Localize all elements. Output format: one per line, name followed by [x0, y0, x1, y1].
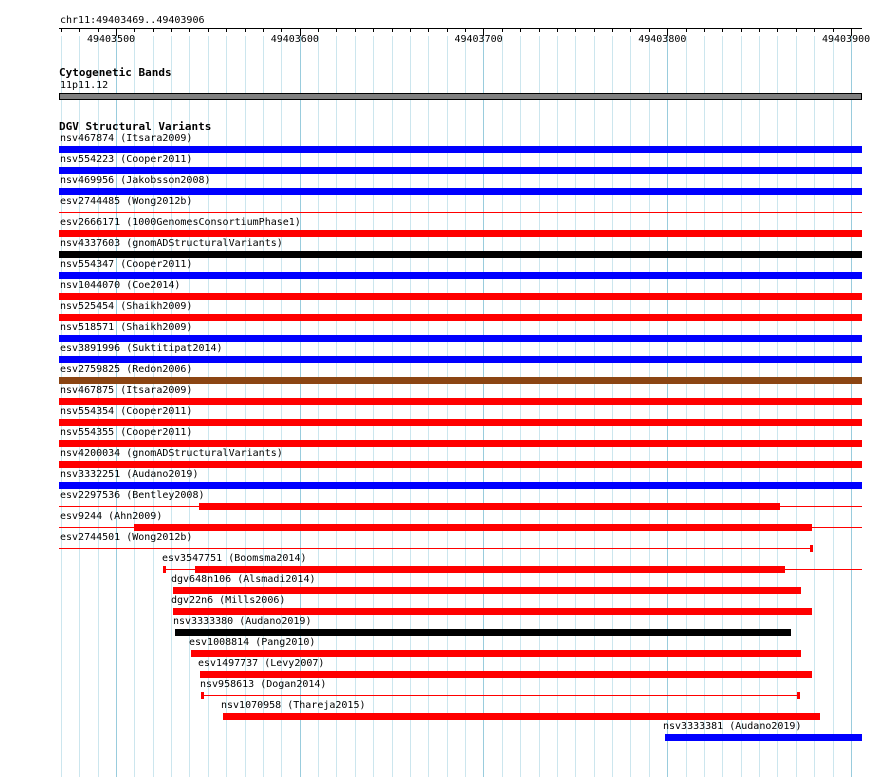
- feature-label[interactable]: nsv554223 (Cooper2011): [60, 154, 193, 165]
- feature-bar[interactable]: [59, 335, 862, 342]
- feature-connector-line[interactable]: [202, 695, 797, 696]
- feature-bar[interactable]: [59, 230, 862, 237]
- feature-bar[interactable]: [134, 524, 812, 531]
- feature-label[interactable]: nsv1070958 (Thareja2015): [221, 700, 366, 711]
- feature-endpoint-mark[interactable]: [163, 566, 166, 573]
- feature-label[interactable]: nsv518571 (Shaikh2009): [60, 322, 193, 333]
- feature-label[interactable]: esv1008814 (Pang2010): [189, 637, 316, 648]
- cytoband-bar[interactable]: [59, 93, 862, 100]
- feature-bar[interactable]: [665, 734, 862, 741]
- feature-endpoint-mark[interactable]: [797, 692, 800, 699]
- feature-label[interactable]: nsv958613 (Dogan2014): [200, 679, 327, 690]
- cytoband-label: 11p11.12: [60, 80, 109, 91]
- feature-connector-line[interactable]: [59, 212, 862, 213]
- feature-bar[interactable]: [59, 188, 862, 195]
- feature-label[interactable]: nsv554347 (Cooper2011): [60, 259, 193, 270]
- feature-label[interactable]: nsv554354 (Cooper2011): [60, 406, 193, 417]
- feature-label[interactable]: esv3891996 (Suktitipat2014): [60, 343, 223, 354]
- feature-label[interactable]: nsv469956 (Jakobsson2008): [60, 175, 211, 186]
- feature-bar[interactable]: [223, 713, 820, 720]
- feature-bar[interactable]: [59, 356, 862, 363]
- feature-bar[interactable]: [59, 272, 862, 279]
- feature-label[interactable]: esv2666171 (1000GenomesConsortiumPhase1): [60, 217, 301, 228]
- feature-bar[interactable]: [191, 650, 801, 657]
- feature-label[interactable]: nsv4200034 (gnomADStructuralVariants): [60, 448, 283, 459]
- feature-bar[interactable]: [59, 377, 862, 384]
- cytoband-track-title: Cytogenetic Bands: [59, 66, 172, 79]
- feature-label[interactable]: esv2744485 (Wong2012b): [60, 196, 193, 207]
- ruler-tick-label: 49403500: [86, 34, 136, 45]
- ruler-tick-label: 49403900: [821, 34, 871, 45]
- feature-bar[interactable]: [59, 398, 862, 405]
- location-label: chr11:49403469..49403906: [60, 15, 205, 26]
- feature-label[interactable]: esv2759825 (Redon2006): [60, 364, 193, 375]
- feature-label[interactable]: esv3547751 (Boomsma2014): [162, 553, 307, 564]
- feature-bar[interactable]: [175, 629, 791, 636]
- feature-label[interactable]: nsv525454 (Shaikh2009): [60, 301, 193, 312]
- feature-bar[interactable]: [59, 419, 862, 426]
- feature-label[interactable]: dgv22n6 (Mills2006): [171, 595, 286, 606]
- feature-label[interactable]: esv9244 (Ahn2009): [60, 511, 163, 522]
- feature-connector-line[interactable]: [59, 548, 811, 549]
- feature-label[interactable]: esv2297536 (Bentley2008): [60, 490, 205, 501]
- feature-label[interactable]: esv2744501 (Wong2012b): [60, 532, 193, 543]
- feature-label[interactable]: nsv467874 (Itsara2009): [60, 133, 193, 144]
- feature-label[interactable]: nsv554355 (Cooper2011): [60, 427, 193, 438]
- dgv-track-title: DGV Structural Variants: [59, 120, 212, 133]
- feature-bar[interactable]: [59, 461, 862, 468]
- feature-label[interactable]: nsv1044070 (Coe2014): [60, 280, 181, 291]
- feature-endpoint-mark[interactable]: [201, 692, 204, 699]
- feature-endpoint-mark[interactable]: [810, 545, 813, 552]
- feature-bar[interactable]: [195, 566, 785, 573]
- ruler-tick-label: 49403600: [270, 34, 319, 45]
- feature-bar[interactable]: [59, 251, 862, 258]
- feature-bar[interactable]: [59, 167, 862, 174]
- feature-bar[interactable]: [59, 440, 862, 447]
- feature-bar[interactable]: [59, 482, 862, 489]
- feature-bar[interactable]: [59, 314, 862, 321]
- feature-bar[interactable]: [59, 293, 862, 300]
- feature-bar[interactable]: [59, 146, 862, 153]
- feature-label[interactable]: nsv3332251 (Audano2019): [60, 469, 199, 480]
- feature-label[interactable]: nsv3333380 (Audano2019): [173, 616, 312, 627]
- feature-bar[interactable]: [200, 671, 812, 678]
- feature-label[interactable]: nsv4337603 (gnomADStructuralVariants): [60, 238, 283, 249]
- feature-bar[interactable]: [173, 608, 812, 615]
- feature-label[interactable]: nsv467875 (Itsara2009): [60, 385, 193, 396]
- feature-bar[interactable]: [199, 503, 780, 510]
- feature-label[interactable]: esv1497737 (Levy2007): [198, 658, 325, 669]
- feature-label[interactable]: dgv648n106 (Alsmadi2014): [171, 574, 316, 585]
- feature-label[interactable]: nsv3333381 (Audano2019): [663, 721, 802, 732]
- ruler-tick-label: 49403800: [638, 34, 687, 45]
- feature-bar[interactable]: [173, 587, 801, 594]
- ruler-tick-label: 49403700: [454, 34, 503, 45]
